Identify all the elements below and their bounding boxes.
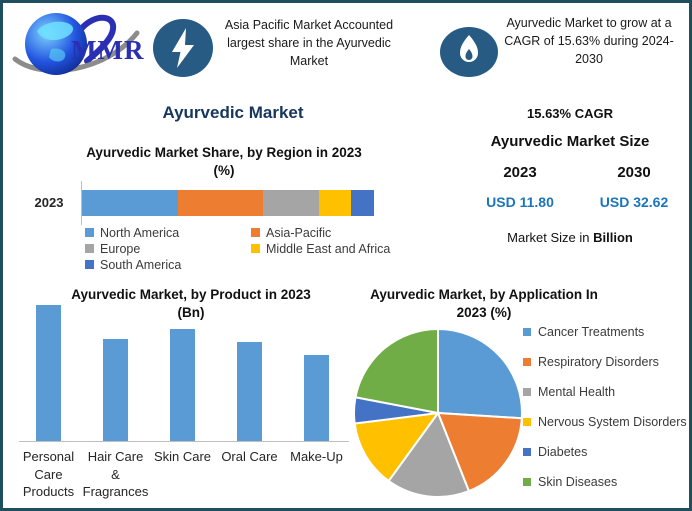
legend-swatch-cancer-treatments [523, 328, 531, 336]
legend-label: North America [100, 225, 180, 240]
unit-note-prefix: Market Size in [507, 230, 594, 245]
region-segment-middle-east-and-africa [319, 190, 351, 216]
legend-swatch-south-america [85, 260, 94, 269]
legend-swatch-skin-diseases [523, 478, 531, 486]
region-segment-south-america [351, 190, 374, 216]
market-size-value-start: USD 11.80 [486, 194, 554, 210]
header-note-line: CAGR of 15.63% during 2024- [504, 34, 674, 48]
legend-item-mental-health [523, 385, 687, 398]
category-label-oral-care: Oral Care [221, 449, 278, 464]
legend-item-skin-diseases [523, 475, 687, 488]
region-chart-title-line: Ayurvedic Market Share, by Region in 2023 [86, 145, 362, 160]
mmr-logo [11, 7, 147, 81]
pie-slice-cancer-treatments [438, 329, 522, 418]
market-size-title: Ayurvedic Market Size [490, 133, 650, 150]
bar-slot-hair-care-fragrances [82, 305, 149, 441]
cagr-value: 15.63% CAGR [527, 106, 613, 121]
region-chart-title-line: (%) [213, 163, 235, 178]
legend-label: South America [100, 257, 182, 272]
bar-slot-skin-care [149, 305, 216, 441]
lightning-bolt-icon [153, 19, 213, 82]
bar-skin-care [170, 329, 195, 441]
legend-item-europe [85, 242, 251, 255]
header-note-line: Market [289, 54, 329, 68]
legend-item-north-america [85, 226, 251, 239]
region-chart-legend [85, 226, 425, 271]
page-title: Ayurvedic Market [162, 103, 304, 122]
category-label-personal-care-products: Personal Care Products [22, 449, 75, 499]
legend-label: Asia-Pacific [266, 225, 332, 240]
bar-oral-care [237, 342, 262, 441]
region-segment-asia-pacific [178, 190, 263, 216]
legend-swatch-asia-pacific [251, 228, 260, 237]
market-size-value-end: USD 32.62 [599, 194, 669, 210]
application-chart-title-line: 2023 (%) [456, 305, 512, 320]
market-size-year-end: 2030 [617, 164, 651, 181]
bar-slot-make-up [283, 305, 350, 441]
region-segment-europe [263, 190, 318, 216]
application-chart-legend [523, 325, 687, 488]
application-chart-title [339, 286, 629, 322]
legend-swatch-north-america [85, 228, 94, 237]
bar-personal-care-products [36, 305, 61, 441]
bar-make-up [304, 355, 329, 441]
unit-note-bold: Billion [593, 230, 633, 245]
header-note-line: Asia Pacific Market Accounted [224, 18, 394, 32]
category-label-make-up: Make-Up [290, 449, 343, 464]
legend-label: Europe [100, 241, 141, 256]
header-note-line: 2030 [575, 52, 603, 66]
bar-hair-care-fragrances [103, 339, 128, 441]
pie-slice-skin-diseases [355, 329, 438, 413]
category-label-skin-care: Skin Care [153, 449, 212, 464]
product-bars [15, 305, 355, 441]
product-chart-title-line: Ayurvedic Market, by Product in 2023 [71, 287, 311, 302]
bar-slot-oral-care [216, 305, 283, 441]
legend-item-nervous-system-disorders [523, 415, 687, 428]
product-chart-title-line: (Bn) [177, 305, 205, 320]
legend-swatch-nervous-system-disorders [523, 418, 531, 426]
category-label-hair-care-fragrances: Hair Care & Fragrances [82, 449, 149, 499]
product-chart-baseline [19, 441, 349, 442]
legend-label: Cancer Treatments [538, 324, 645, 339]
header-note-line: largest share in the Ayurvedic [227, 36, 391, 50]
region-chart-category-label: 2023 [34, 195, 64, 210]
legend-swatch-mental-health [523, 388, 531, 396]
legend-item-south-america [85, 258, 251, 271]
bar-slot-personal-care-products [15, 305, 82, 441]
market-size-year-start: 2023 [503, 164, 537, 181]
application-chart-title-line: Ayurvedic Market, by Application In [370, 287, 598, 302]
market-size-unit-note [445, 230, 692, 245]
legend-item-diabetes [523, 445, 687, 458]
legend-label: Nervous System Disorders [538, 414, 687, 429]
header-note-line: Ayurvedic Market to grow at a [506, 16, 672, 30]
header-note-cagr [501, 14, 677, 68]
legend-item-asia-pacific [251, 226, 425, 239]
region-chart-title [62, 144, 386, 180]
legend-item-respiratory-disorders [523, 355, 687, 368]
legend-item-cancer-treatments [523, 325, 687, 338]
legend-swatch-europe [85, 244, 94, 253]
legend-item-middle-east-and-africa [251, 242, 425, 255]
legend-swatch-respiratory-disorders [523, 358, 531, 366]
legend-label: Mental Health [538, 384, 616, 399]
region-segment-north-america [82, 190, 178, 216]
legend-swatch-diabetes [523, 448, 531, 456]
legend-label: Middle East and Africa [266, 241, 391, 256]
application-pie-chart [348, 323, 528, 503]
legend-label: Diabetes [538, 444, 588, 459]
legend-swatch-middle-east-and-africa [251, 244, 260, 253]
logo-text: MMR [71, 35, 145, 65]
legend-label: Skin Diseases [538, 474, 618, 489]
product-category-labels [15, 448, 355, 501]
header-note-asia-pacific [220, 16, 398, 70]
flame-icon [440, 27, 498, 82]
region-stacked-bar [82, 190, 374, 216]
legend-label: Respiratory Disorders [538, 354, 659, 369]
